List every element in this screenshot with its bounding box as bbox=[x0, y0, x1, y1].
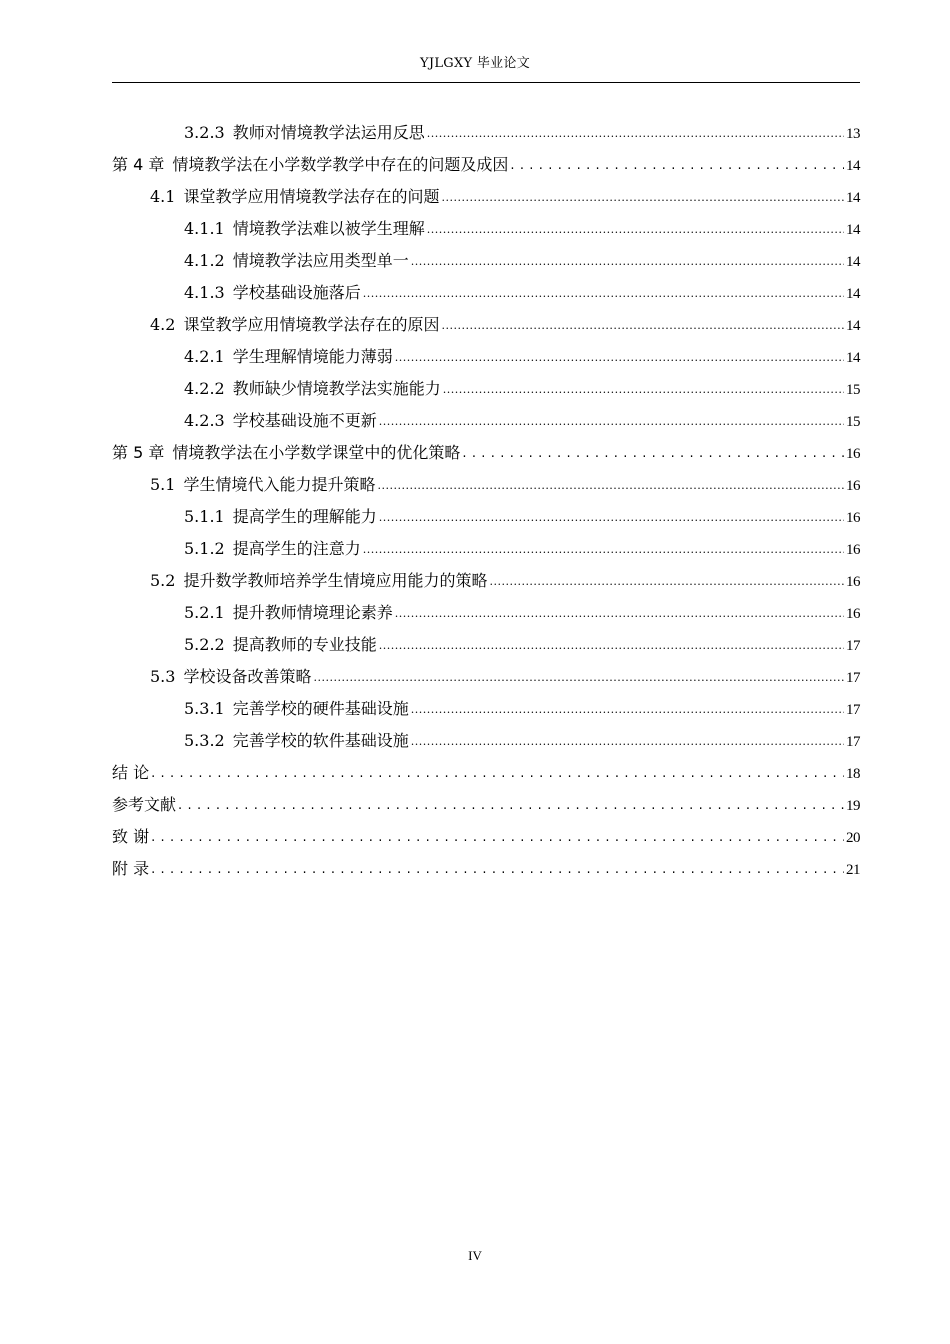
toc-entry-page: 14 bbox=[846, 158, 860, 174]
toc-entry[interactable] bbox=[112, 757, 860, 789]
toc-entry-page: 14 bbox=[846, 286, 860, 302]
dot-leader bbox=[151, 820, 844, 854]
toc-entry-number: 4.2.3 bbox=[184, 411, 225, 430]
dot-leader bbox=[151, 852, 844, 886]
dot-leader bbox=[443, 372, 844, 406]
dot-leader bbox=[379, 628, 844, 662]
toc-entry[interactable] bbox=[112, 789, 860, 821]
toc-entry-page: 16 bbox=[846, 606, 860, 622]
toc-entry-page: 16 bbox=[846, 478, 860, 494]
toc-entry-title: 参考文献 bbox=[112, 795, 177, 814]
header-rule bbox=[112, 82, 860, 83]
toc-entry-title: 完善学校的硬件基础设施 bbox=[232, 699, 409, 718]
toc-entry[interactable] bbox=[112, 469, 860, 501]
toc-entry[interactable] bbox=[112, 405, 860, 437]
toc-entry-title: 附 录 bbox=[112, 859, 150, 878]
toc-entry-page: 16 bbox=[846, 542, 860, 558]
toc-entry-page: 17 bbox=[846, 702, 860, 718]
dot-leader bbox=[363, 532, 844, 566]
toc-entry-page: 18 bbox=[846, 766, 860, 782]
toc-entry[interactable] bbox=[112, 661, 860, 693]
toc-entry-title: 学校基础设施不更新 bbox=[232, 411, 377, 430]
toc-entry-title: 情境教学法应用类型单一 bbox=[232, 251, 409, 270]
toc-entry-number: 5.2.2 bbox=[184, 635, 225, 654]
toc-entry-page: 14 bbox=[846, 254, 860, 270]
toc-entry-number: 4.1.2 bbox=[184, 251, 225, 270]
toc-entry[interactable] bbox=[112, 309, 860, 341]
toc-entry-number: 4.1.1 bbox=[184, 219, 225, 238]
toc-entry-page: 14 bbox=[846, 222, 860, 238]
toc-entry[interactable] bbox=[112, 501, 860, 533]
toc-entry-page: 16 bbox=[846, 574, 860, 590]
toc-entry-page: 14 bbox=[846, 350, 860, 366]
toc-entry-page: 15 bbox=[846, 382, 860, 398]
toc-entry[interactable] bbox=[112, 565, 860, 597]
dot-leader bbox=[427, 116, 844, 150]
toc-entry-number: 4.1.3 bbox=[184, 283, 225, 302]
toc-entry-page: 17 bbox=[846, 670, 860, 686]
toc-entry-number: 第 5 章 bbox=[112, 443, 165, 462]
dot-leader bbox=[411, 724, 844, 758]
toc-entry-title: 学校基础设施落后 bbox=[232, 283, 361, 302]
toc-entry-page: 16 bbox=[846, 446, 860, 462]
toc-entry-title: 学生理解情境能力薄弱 bbox=[232, 347, 393, 366]
toc-entry-title: 提高学生的理解能力 bbox=[232, 507, 377, 526]
toc-entry[interactable] bbox=[112, 821, 860, 853]
dot-leader bbox=[411, 692, 844, 726]
page-number: IV bbox=[468, 1248, 482, 1263]
toc-entry[interactable] bbox=[112, 181, 860, 213]
toc-entry[interactable] bbox=[112, 629, 860, 661]
toc-entry-page: 17 bbox=[846, 734, 860, 750]
toc-entry-number: 4.2.2 bbox=[184, 379, 225, 398]
dot-leader bbox=[441, 180, 844, 214]
toc-entry[interactable] bbox=[112, 341, 860, 373]
toc-entry-title: 课堂教学应用情境教学法存在的问题 bbox=[183, 187, 440, 206]
toc-entry-page: 17 bbox=[846, 638, 860, 654]
toc-entry-title: 结 论 bbox=[112, 763, 150, 782]
toc-entry-number: 5.1.1 bbox=[184, 507, 225, 526]
toc-entry[interactable] bbox=[112, 213, 860, 245]
toc-entry-title: 提高教师的专业技能 bbox=[232, 635, 377, 654]
toc-entry[interactable] bbox=[112, 533, 860, 565]
dot-leader bbox=[379, 404, 844, 438]
toc-entry-title: 教师缺少情境教学法实施能力 bbox=[232, 379, 441, 398]
toc-entry[interactable] bbox=[112, 437, 860, 469]
dot-leader bbox=[441, 308, 844, 342]
toc-entry-title: 学校设备改善策略 bbox=[183, 667, 312, 686]
toc-entry-title: 学生情境代入能力提升策略 bbox=[183, 475, 376, 494]
toc-entry-title: 提升教师情境理论素养 bbox=[232, 603, 393, 622]
page-header: YJLGXY 毕业论文 bbox=[419, 56, 531, 71]
toc-entry-title: 课堂教学应用情境教学法存在的原因 bbox=[183, 315, 440, 334]
toc-entry-title: 情境教学法在小学数学课堂中的优化策略 bbox=[172, 443, 461, 462]
dot-leader bbox=[151, 756, 844, 790]
toc-entry[interactable] bbox=[112, 597, 860, 629]
toc-entry-title: 提升数学教师培养学生情境应用能力的策略 bbox=[183, 571, 488, 590]
table-of-contents bbox=[112, 117, 860, 885]
dot-leader bbox=[489, 564, 844, 598]
toc-entry-page: 14 bbox=[846, 318, 860, 334]
dot-leader bbox=[395, 596, 844, 630]
toc-entry-number: 3.2.3 bbox=[184, 123, 225, 142]
toc-entry-title: 情境教学法难以被学生理解 bbox=[232, 219, 425, 238]
toc-entry-page: 20 bbox=[846, 830, 860, 846]
toc-entry-title: 提高学生的注意力 bbox=[232, 539, 361, 558]
toc-entry-number: 4.1 bbox=[150, 187, 176, 206]
toc-entry-number: 5.3 bbox=[150, 667, 176, 686]
toc-entry-number: 5.3.1 bbox=[184, 699, 225, 718]
dot-leader bbox=[462, 436, 844, 470]
toc-entry-title: 致 谢 bbox=[112, 827, 150, 846]
dot-leader bbox=[377, 468, 844, 502]
dot-leader bbox=[313, 660, 844, 694]
toc-entry-number: 4.2.1 bbox=[184, 347, 225, 366]
dot-leader bbox=[411, 244, 844, 278]
dot-leader bbox=[379, 500, 844, 534]
toc-entry[interactable] bbox=[112, 373, 860, 405]
toc-entry-title: 教师对情境教学法运用反思 bbox=[232, 123, 425, 142]
dot-leader bbox=[363, 276, 844, 310]
toc-entry-page: 13 bbox=[846, 126, 860, 142]
toc-entry-number: 4.2 bbox=[150, 315, 176, 334]
toc-entry-page: 19 bbox=[846, 798, 860, 814]
toc-entry[interactable] bbox=[112, 277, 860, 309]
toc-entry-title: 完善学校的软件基础设施 bbox=[232, 731, 409, 750]
toc-entry[interactable] bbox=[112, 725, 860, 757]
toc-entry-number: 5.2.1 bbox=[184, 603, 225, 622]
dot-leader bbox=[395, 340, 844, 374]
dot-leader bbox=[510, 148, 844, 182]
dot-leader bbox=[427, 212, 844, 246]
toc-entry-page: 14 bbox=[846, 190, 860, 206]
toc-entry-title: 情境教学法在小学数学教学中存在的问题及成因 bbox=[172, 155, 509, 174]
toc-entry-page: 15 bbox=[846, 414, 860, 430]
toc-entry[interactable] bbox=[112, 853, 860, 885]
toc-entry-page: 16 bbox=[846, 510, 860, 526]
toc-entry[interactable] bbox=[112, 245, 860, 277]
dot-leader bbox=[178, 788, 844, 822]
toc-entry-number: 5.1 bbox=[150, 475, 176, 494]
toc-entry-number: 5.2 bbox=[150, 571, 176, 590]
toc-entry-number: 5.3.2 bbox=[184, 731, 225, 750]
toc-entry-page: 21 bbox=[846, 862, 860, 878]
toc-entry[interactable] bbox=[112, 117, 860, 149]
toc-entry-number: 第 4 章 bbox=[112, 155, 165, 174]
toc-entry[interactable] bbox=[112, 693, 860, 725]
toc-entry[interactable] bbox=[112, 149, 860, 181]
toc-entry-number: 5.1.2 bbox=[184, 539, 225, 558]
